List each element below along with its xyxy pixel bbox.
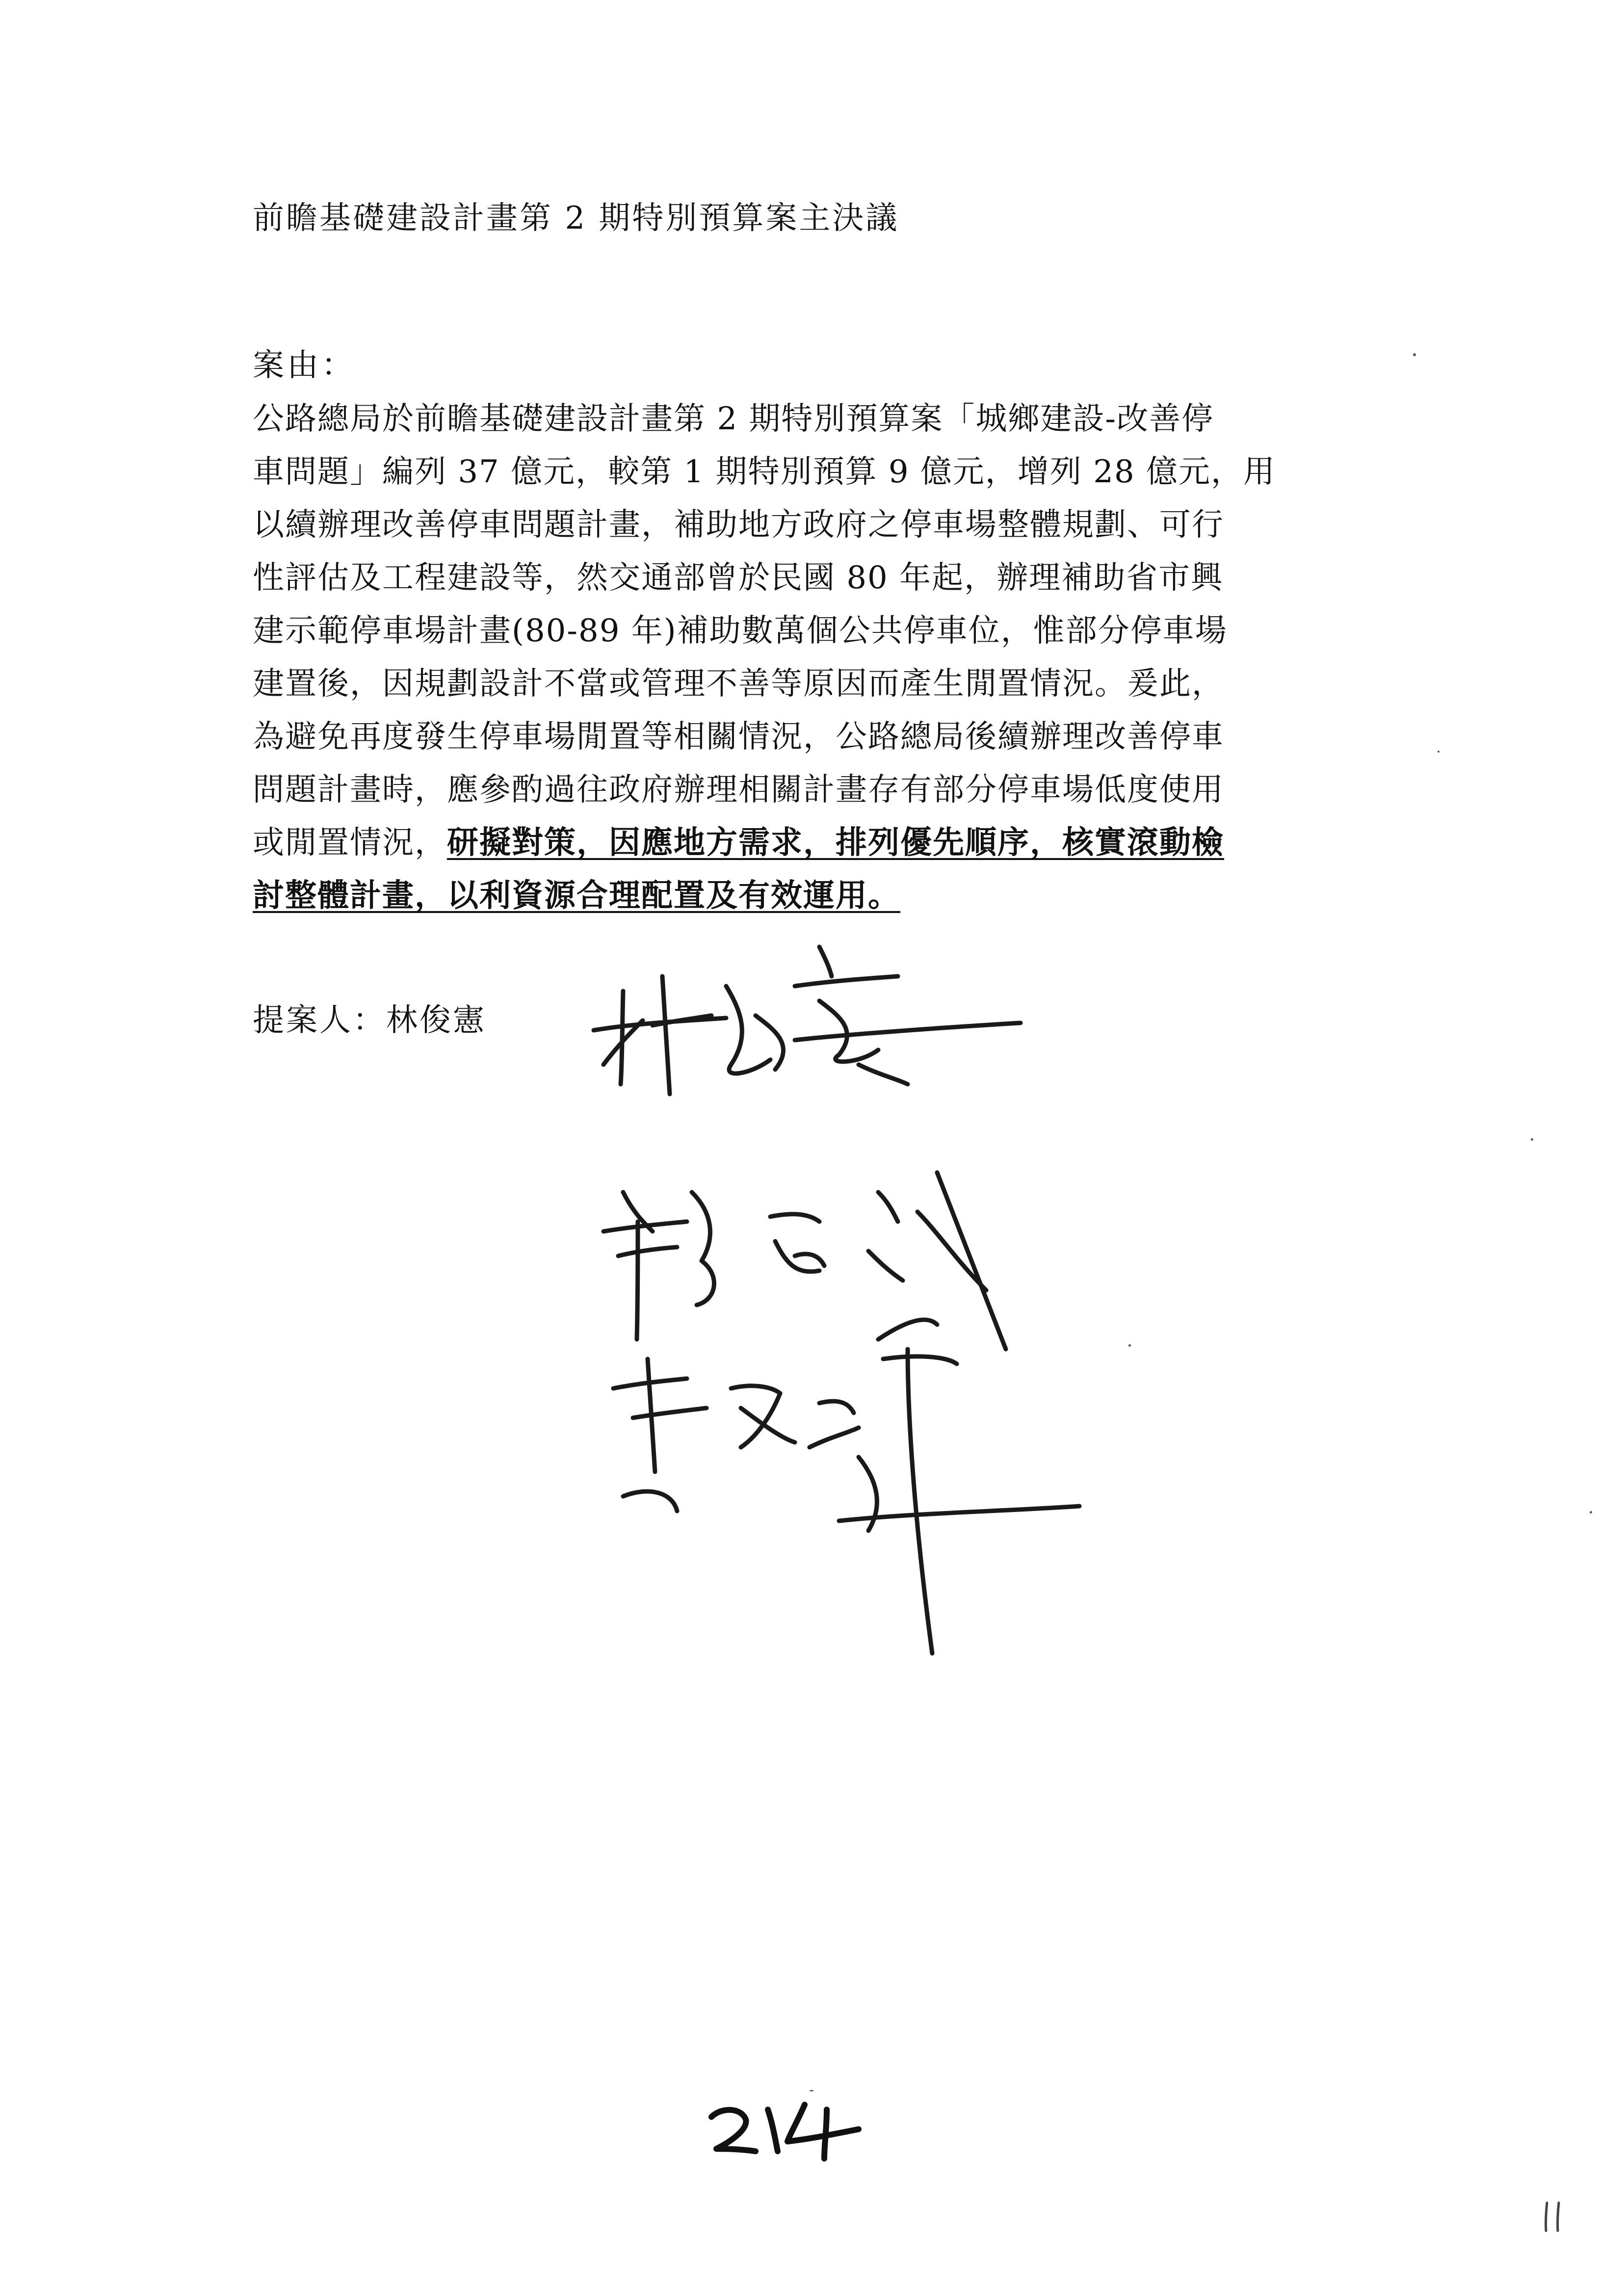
body-line-7: 為避免再度發生停車場閒置等相關情況，公路總局後續辦理改善停車 bbox=[253, 719, 1224, 755]
body-line-8: 問題計畫時，應參酌過往政府辦理相關計畫存有部分停車場低度使用 bbox=[253, 772, 1224, 808]
page-number bbox=[702, 2168, 868, 2174]
body-line-6: 建置後，因規劃設計不當或管理不善等原因而產生閒置情況。爰此， bbox=[253, 666, 1224, 702]
scan-speck bbox=[1590, 1511, 1592, 1513]
signature-2 bbox=[603, 1173, 1006, 1349]
signatures-handwriting bbox=[564, 917, 1153, 1727]
body-line-2: 車問題」編列 37 億元，較第 1 期特別預算 9 億元，增列 28 億元，用 bbox=[253, 454, 1276, 490]
body-line-3: 以續辦理改善停車問題計畫，補助地方政府之停車場整體規劃、可行 bbox=[253, 507, 1224, 543]
signature-3 bbox=[613, 1320, 1079, 1653]
body-line-4: 性評估及工程建設等，然交通部曾於民國 80 年起，辦理補助省市興 bbox=[253, 560, 1224, 596]
body-line-9 bbox=[253, 816, 1396, 869]
emphasis-text-1: 研擬對策，因應地方需求，排列優先順序，核實滾動檢 bbox=[447, 824, 1224, 861]
page-number-handwriting bbox=[702, 2095, 868, 2164]
signature-1 bbox=[594, 947, 1021, 1094]
scan-speck bbox=[1531, 1138, 1533, 1141]
reason-body bbox=[253, 392, 1396, 922]
scan-speck bbox=[1413, 353, 1416, 356]
scan-speck bbox=[1438, 751, 1440, 753]
body-line-10 bbox=[253, 869, 1396, 922]
reason-heading: 案由： bbox=[253, 347, 356, 384]
scan-speck bbox=[810, 2090, 813, 2091]
body-line-5: 建示範停車場計畫(80-89 年)補助數萬個公共停車位，惟部分停車場 bbox=[253, 613, 1228, 649]
body-line-9-plain: 或閒置情況， bbox=[253, 825, 447, 861]
proposer-label: 提案人：林俊憲 bbox=[253, 1002, 486, 1039]
scan-speck bbox=[1128, 1344, 1131, 1347]
body-line-1: 公路總局於前瞻基礎建設計畫第 2 期特別預算案「城鄉建設-改善停 bbox=[253, 401, 1214, 437]
corner-mark-handwriting bbox=[1538, 2195, 1568, 2235]
emphasis-text-2: 討整體計畫，以利資源合理配置及有效運用。 bbox=[253, 877, 900, 914]
document-title: 前瞻基礎建設計畫第 2 期特別預算案主決議 bbox=[253, 200, 899, 236]
